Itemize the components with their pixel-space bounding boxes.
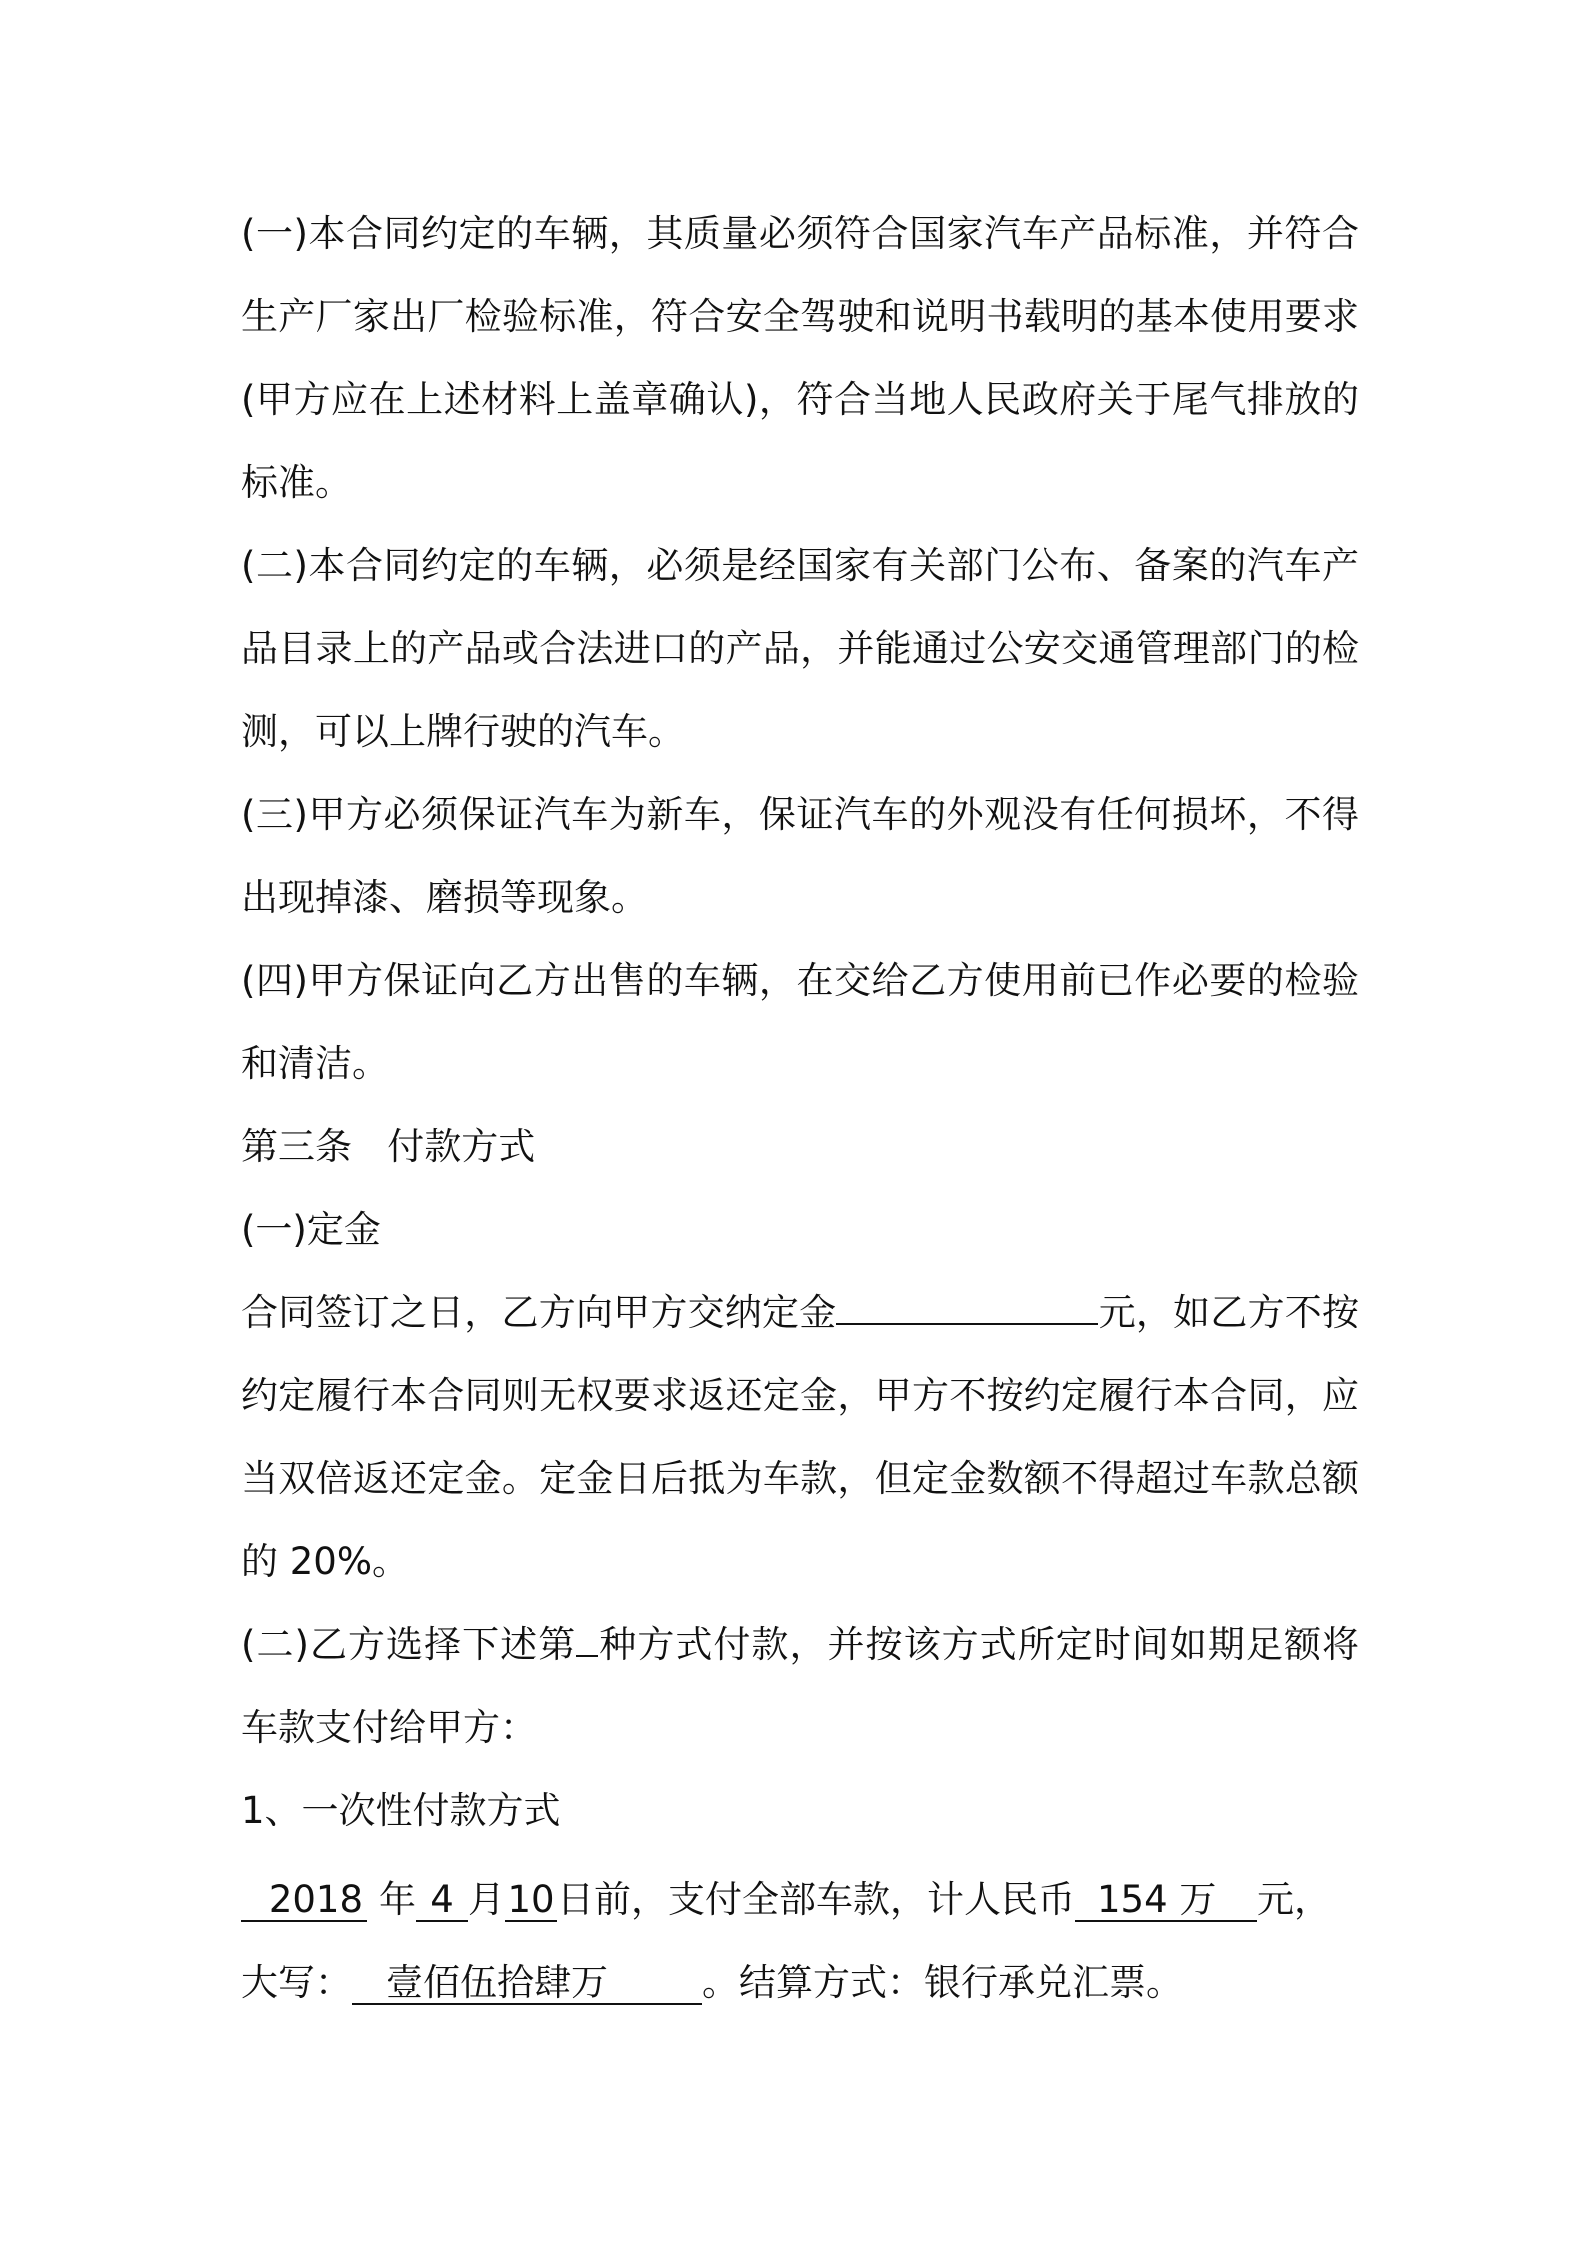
deposit-text-after: 元，如乙方不按约定履行本合同则无权要求返还定金，甲方不按约定履行本合同，应当双倍返还定金。定金日后抵为车款，但定金数额不得超过车款总额的 20%。 bbox=[241, 1291, 1360, 1583]
article-3-title: 第三条 付款方式 bbox=[241, 1125, 536, 1168]
lump-day-field[interactable]: 10 bbox=[505, 1880, 557, 1922]
lump-month-field[interactable]: 4 bbox=[416, 1880, 468, 1922]
lump-amount-unit: 元， bbox=[1257, 1878, 1331, 1921]
upper-amount-label: 大写： bbox=[241, 1961, 352, 2004]
deposit-heading: (一)定金 bbox=[241, 1208, 381, 1251]
payment-choice-before: (二)乙方选择下述第 bbox=[241, 1623, 577, 1666]
clause-quality-standard: (一)本合同约定的车辆，其质量必须符合国家汽车产品标准，并符合生产厂家出厂检验标准，符合安全驾驶和说明书载明的基本使用要求(甲方应在上述材料上盖章确认)，符合当地人民政府关于尾气排放的标准。 bbox=[241, 212, 1359, 504]
document-body bbox=[241, 192, 1359, 2024]
clause-new-vehicle: (三)甲方必须保证汽车为新车，保证汽车的外观没有任何损坏，不得出现掉漆、磨损等现象。 bbox=[241, 793, 1359, 919]
lump-text-mid: 日前，支付全部车款，计人民币 bbox=[557, 1878, 1075, 1921]
deposit-amount-blank[interactable] bbox=[836, 1323, 1098, 1325]
lump-year-unit: 年 bbox=[379, 1878, 416, 1921]
payment-choice-paragraph bbox=[241, 1603, 1359, 1769]
payment-choice-blank[interactable] bbox=[576, 1655, 598, 1657]
payment-choice-after: 种方式付款，并按该方式所定时间如期足额将车款支付给甲方： bbox=[241, 1623, 1359, 1749]
deposit-paragraph bbox=[241, 1271, 1359, 1603]
upper-amount-field[interactable]: 壹佰伍拾肆万 bbox=[352, 1963, 702, 2005]
clause-product-catalog: (二)本合同约定的车辆，必须是经国家有关部门公布、备案的汽车产品目录上的产品或合法进口的产品，并能通过公安交通管理部门的检测，可以上牌行驶的汽车。 bbox=[241, 544, 1359, 753]
lump-month-unit: 月 bbox=[468, 1878, 505, 1921]
lump-sum-line bbox=[241, 1852, 1359, 1941]
clause-inspection: (四)甲方保证向乙方出售的车辆，在交给乙方使用前已作必要的检验和清洁。 bbox=[241, 959, 1359, 1085]
settlement-text: 。结算方式：银行承兑汇票。 bbox=[702, 1961, 1183, 2004]
upper-amount-line bbox=[241, 1941, 1359, 2024]
deposit-text-before: 合同签订之日，乙方向甲方交纳定金 bbox=[241, 1291, 837, 1334]
lump-amount-field[interactable]: 154 万 bbox=[1075, 1880, 1257, 1922]
method-1-title: 1、一次性付款方式 bbox=[241, 1789, 561, 1832]
lump-year-field[interactable]: 2018 bbox=[241, 1880, 367, 1922]
